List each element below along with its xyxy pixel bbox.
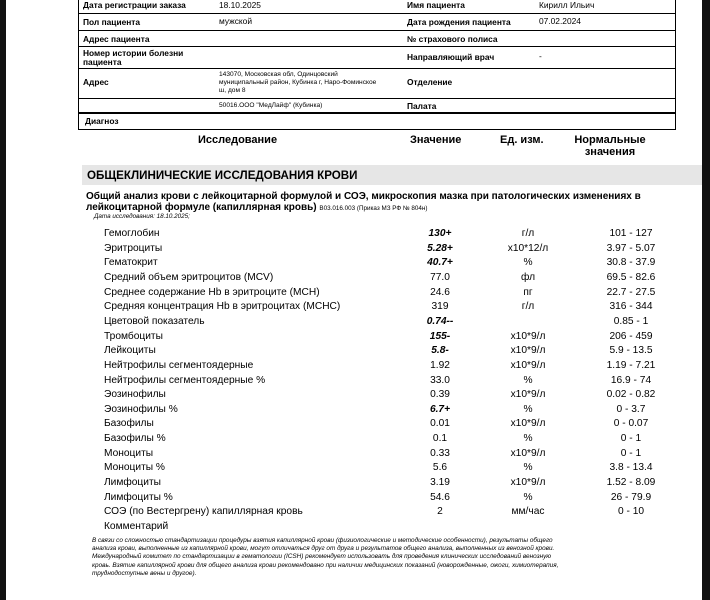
table-row — [90, 242, 688, 256]
header-unit: Ед. изм. — [500, 134, 544, 146]
result-norm: 0 - 1 — [620, 447, 642, 459]
result-unit: x10*12/л — [507, 242, 549, 254]
table-row — [90, 505, 688, 519]
patient-name-value: Кирилл Ильич — [539, 0, 595, 10]
table-row — [90, 359, 688, 373]
doctor-value: - — [539, 51, 542, 61]
dept-label: Отделение — [407, 77, 453, 87]
result-norm: 0 - 10 — [617, 506, 645, 518]
header-value: Значение — [410, 134, 462, 146]
reg-date-value: 18.10.2025 — [219, 0, 261, 10]
result-norm: 5.9 - 13.5 — [609, 345, 653, 357]
addr-line-2: муниципальный район, Кубинка г, Наро-Фоминское — [219, 79, 377, 86]
table-row — [90, 403, 688, 417]
result-value: 319 — [431, 301, 449, 313]
result-norm: 69.5 - 82.6 — [606, 271, 656, 283]
patient-name-label: Имя пациента — [407, 0, 465, 10]
result-unit: x10*9/л — [510, 447, 546, 459]
result-value: 77.0 — [430, 271, 450, 283]
result-unit: x10*9/л — [510, 418, 546, 430]
test-code: B03.016.003 (Приказ МЗ РФ № 804н) — [319, 205, 428, 212]
result-value: 2 — [437, 506, 443, 518]
result-norm: 101 - 127 — [609, 228, 653, 239]
result-value: 54.6 — [430, 491, 450, 503]
result-value: 0.1 — [432, 433, 448, 445]
result-norm: 16.9 - 74 — [610, 374, 652, 386]
result-value: 33.0 — [430, 374, 450, 386]
result-value: 6.7+ — [429, 403, 451, 415]
result-name: Моноциты % — [104, 462, 165, 474]
result-unit: % — [523, 257, 533, 269]
header-norm-line-1: Нормальные — [574, 134, 646, 146]
result-unit: % — [523, 462, 533, 474]
result-unit: % — [523, 433, 533, 445]
sex-label: Пол пациента — [83, 17, 141, 27]
lab-report-page — [6, 0, 702, 600]
result-norm: 1.52 - 8.09 — [606, 477, 656, 489]
result-name: Цветовой показатель — [104, 315, 205, 327]
result-norm: 206 - 459 — [609, 330, 653, 342]
result-unit: пг — [523, 286, 533, 298]
result-name: Моноциты — [104, 447, 154, 459]
result-norm: 1.19 - 7.21 — [606, 359, 656, 371]
test-title-line-2: лейкоцитарной формуле (капиллярная кровь) — [86, 202, 317, 213]
birth-label: Дата рождения пациента — [407, 17, 511, 27]
result-name: Базофилы % — [104, 433, 166, 445]
result-name: Эозинофилы % — [104, 403, 178, 415]
result-value: 5.6 — [432, 462, 448, 474]
result-norm: 3.8 - 13.4 — [609, 462, 653, 474]
result-value: 3.19 — [430, 477, 450, 489]
diagnosis-label: Диагноз — [85, 116, 119, 126]
test-title-line-1: Общий анализ крови с лейкоцитарной формулой и СОЭ, микроскопия мазка при патологических изменениях в — [86, 191, 641, 202]
patient-row-sex — [79, 14, 675, 31]
test-title — [86, 191, 686, 214]
table-row — [90, 286, 688, 300]
section-title: ОБЩЕКЛИНИЧЕСКИЕ ИССЛЕДОВАНИЯ КРОВИ — [87, 169, 358, 182]
birth-value: 07.02.2024 — [539, 16, 581, 26]
result-value: 5.28+ — [427, 242, 453, 254]
result-norm: 0 - 0.07 — [613, 418, 649, 430]
addr-line-3: ш, дом 8 — [219, 87, 246, 94]
result-norm: 30.8 - 37.9 — [606, 257, 656, 269]
result-name: Среднее содержание Hb в эритроците (MCH) — [104, 286, 320, 298]
patient-row-addr — [79, 69, 675, 99]
table-row — [90, 388, 688, 402]
table-row — [90, 256, 688, 270]
result-norm: 26 - 79.9 — [610, 491, 652, 503]
header-norm — [574, 134, 646, 158]
result-norm: 3.97 - 5.07 — [606, 242, 656, 254]
patient-info-table — [78, 0, 676, 114]
result-name: Средняя концентрация Hb в эритроцитах (MCHC) — [104, 301, 341, 313]
addr-line-1: 143070, Московская обл, Одинцовский — [219, 71, 338, 78]
result-value: 155- — [429, 330, 451, 342]
history-label: Номер истории болезни пациента — [83, 48, 184, 67]
doctor-label: Направляющий врач — [407, 52, 495, 62]
section-header — [82, 165, 702, 185]
result-name: Лимфоциты % — [104, 491, 173, 503]
result-norm: 316 - 344 — [609, 301, 653, 313]
table-row — [90, 315, 688, 329]
table-row — [90, 520, 688, 534]
table-row — [90, 476, 688, 490]
patient-row-history — [79, 47, 675, 69]
diagnosis-box — [78, 112, 676, 130]
patient-row-address — [79, 31, 675, 47]
result-unit: % — [523, 374, 533, 386]
result-norm: 0 - 3.7 — [616, 403, 646, 415]
sex-value: мужской — [219, 16, 253, 26]
result-unit: г/л — [521, 301, 535, 313]
result-name: СОЭ (по Вестергрену) капиллярная кровь — [104, 506, 303, 518]
result-name: Гемоглобин — [104, 228, 160, 239]
table-row — [90, 330, 688, 344]
result-name: Эритроциты — [104, 242, 163, 254]
result-name: Тромбоциты — [104, 330, 163, 342]
result-name: Лейкоциты — [104, 345, 156, 357]
policy-label: № страхового полиса — [407, 34, 498, 44]
result-unit: % — [523, 491, 533, 503]
result-name: Комментарий — [104, 521, 169, 532]
header-study: Исследование — [198, 134, 278, 146]
table-row — [90, 344, 688, 358]
result-unit: x10*9/л — [510, 477, 546, 489]
table-row — [90, 300, 688, 314]
patient-row-org — [79, 99, 675, 113]
reg-date-label: Дата регистрации заказа — [83, 0, 186, 10]
result-name: Нейтрофилы сегментоядерные — [104, 359, 254, 371]
header-norm-line-2: значения — [584, 146, 636, 158]
addr-label: Адрес — [83, 77, 109, 87]
result-name: Базофилы — [104, 418, 154, 430]
note-line: труднодоступные вены и другое). — [92, 569, 197, 577]
result-value: 0.33 — [430, 447, 450, 459]
result-unit: % — [523, 403, 533, 415]
result-value: 5.8- — [431, 345, 449, 357]
table-row — [90, 461, 688, 475]
org-value: 50016.ООО "МедЛайф" (Кубинка) — [219, 102, 323, 109]
ward-label: Палата — [407, 101, 437, 111]
result-value: 40.7+ — [427, 257, 453, 269]
result-value: 130+ — [428, 228, 452, 239]
result-unit: г/л — [521, 228, 535, 239]
table-row — [90, 374, 688, 388]
result-name: Лимфоциты — [104, 477, 161, 489]
result-unit: x10*9/л — [510, 330, 546, 342]
note-line: В связи со сложностью стандартизации процедуры взятия капиллярной крови (физиологические и методические особенности), результаты общего — [92, 537, 553, 544]
result-name: Нейтрофилы сегментоядерные % — [104, 374, 266, 386]
table-row — [90, 432, 688, 446]
table-row — [90, 491, 688, 505]
table-row — [90, 271, 688, 285]
result-norm: 0.02 - 0.82 — [606, 389, 656, 401]
patient-row-registration — [79, 0, 675, 14]
result-name: Эозинофилы — [104, 389, 166, 401]
result-value: 0.01 — [430, 418, 450, 430]
result-unit: x10*9/л — [510, 345, 546, 357]
result-value: 1.92 — [430, 359, 450, 371]
result-unit: x10*9/л — [510, 389, 546, 401]
note-line: анализа крови, выполненные из капиллярной крови, могут отличаться друг от друга и результатов общего анализа, выполненных из венозной крови. — [92, 545, 555, 553]
table-row — [90, 417, 688, 431]
notes — [92, 537, 672, 578]
result-norm: 0 - 1 — [620, 433, 642, 445]
table-row — [90, 227, 688, 241]
note-line: кровь. Взятие капиллярной крови для общего анализа крови рекомендовано при наличии медицинских показаний (новорожденные, ожоги, химиотерапия, — [92, 561, 559, 569]
result-value: 0.74-- — [426, 315, 454, 327]
address-label: Адрес пациента — [83, 34, 150, 44]
result-name: Средний объем эритроцитов (MCV) — [104, 271, 274, 283]
result-unit: x10*9/л — [510, 359, 546, 371]
result-value: 24.6 — [430, 286, 450, 298]
result-value: 0.39 — [430, 389, 450, 401]
result-norm: 0.85 - 1 — [613, 315, 649, 327]
result-name: Гематокрит — [104, 257, 158, 269]
result-norm: 22.7 - 27.5 — [606, 286, 656, 298]
study-date: Дата исследования: 18.10.2025; — [94, 213, 190, 220]
note-line: Международный комитет по стандартизации в гематологии (ICSH) рекомендует использовать для проведения клинических исследований венозную — [92, 553, 552, 561]
table-row — [90, 447, 688, 461]
result-unit: фл — [520, 271, 536, 283]
result-unit: мм/час — [511, 506, 545, 518]
